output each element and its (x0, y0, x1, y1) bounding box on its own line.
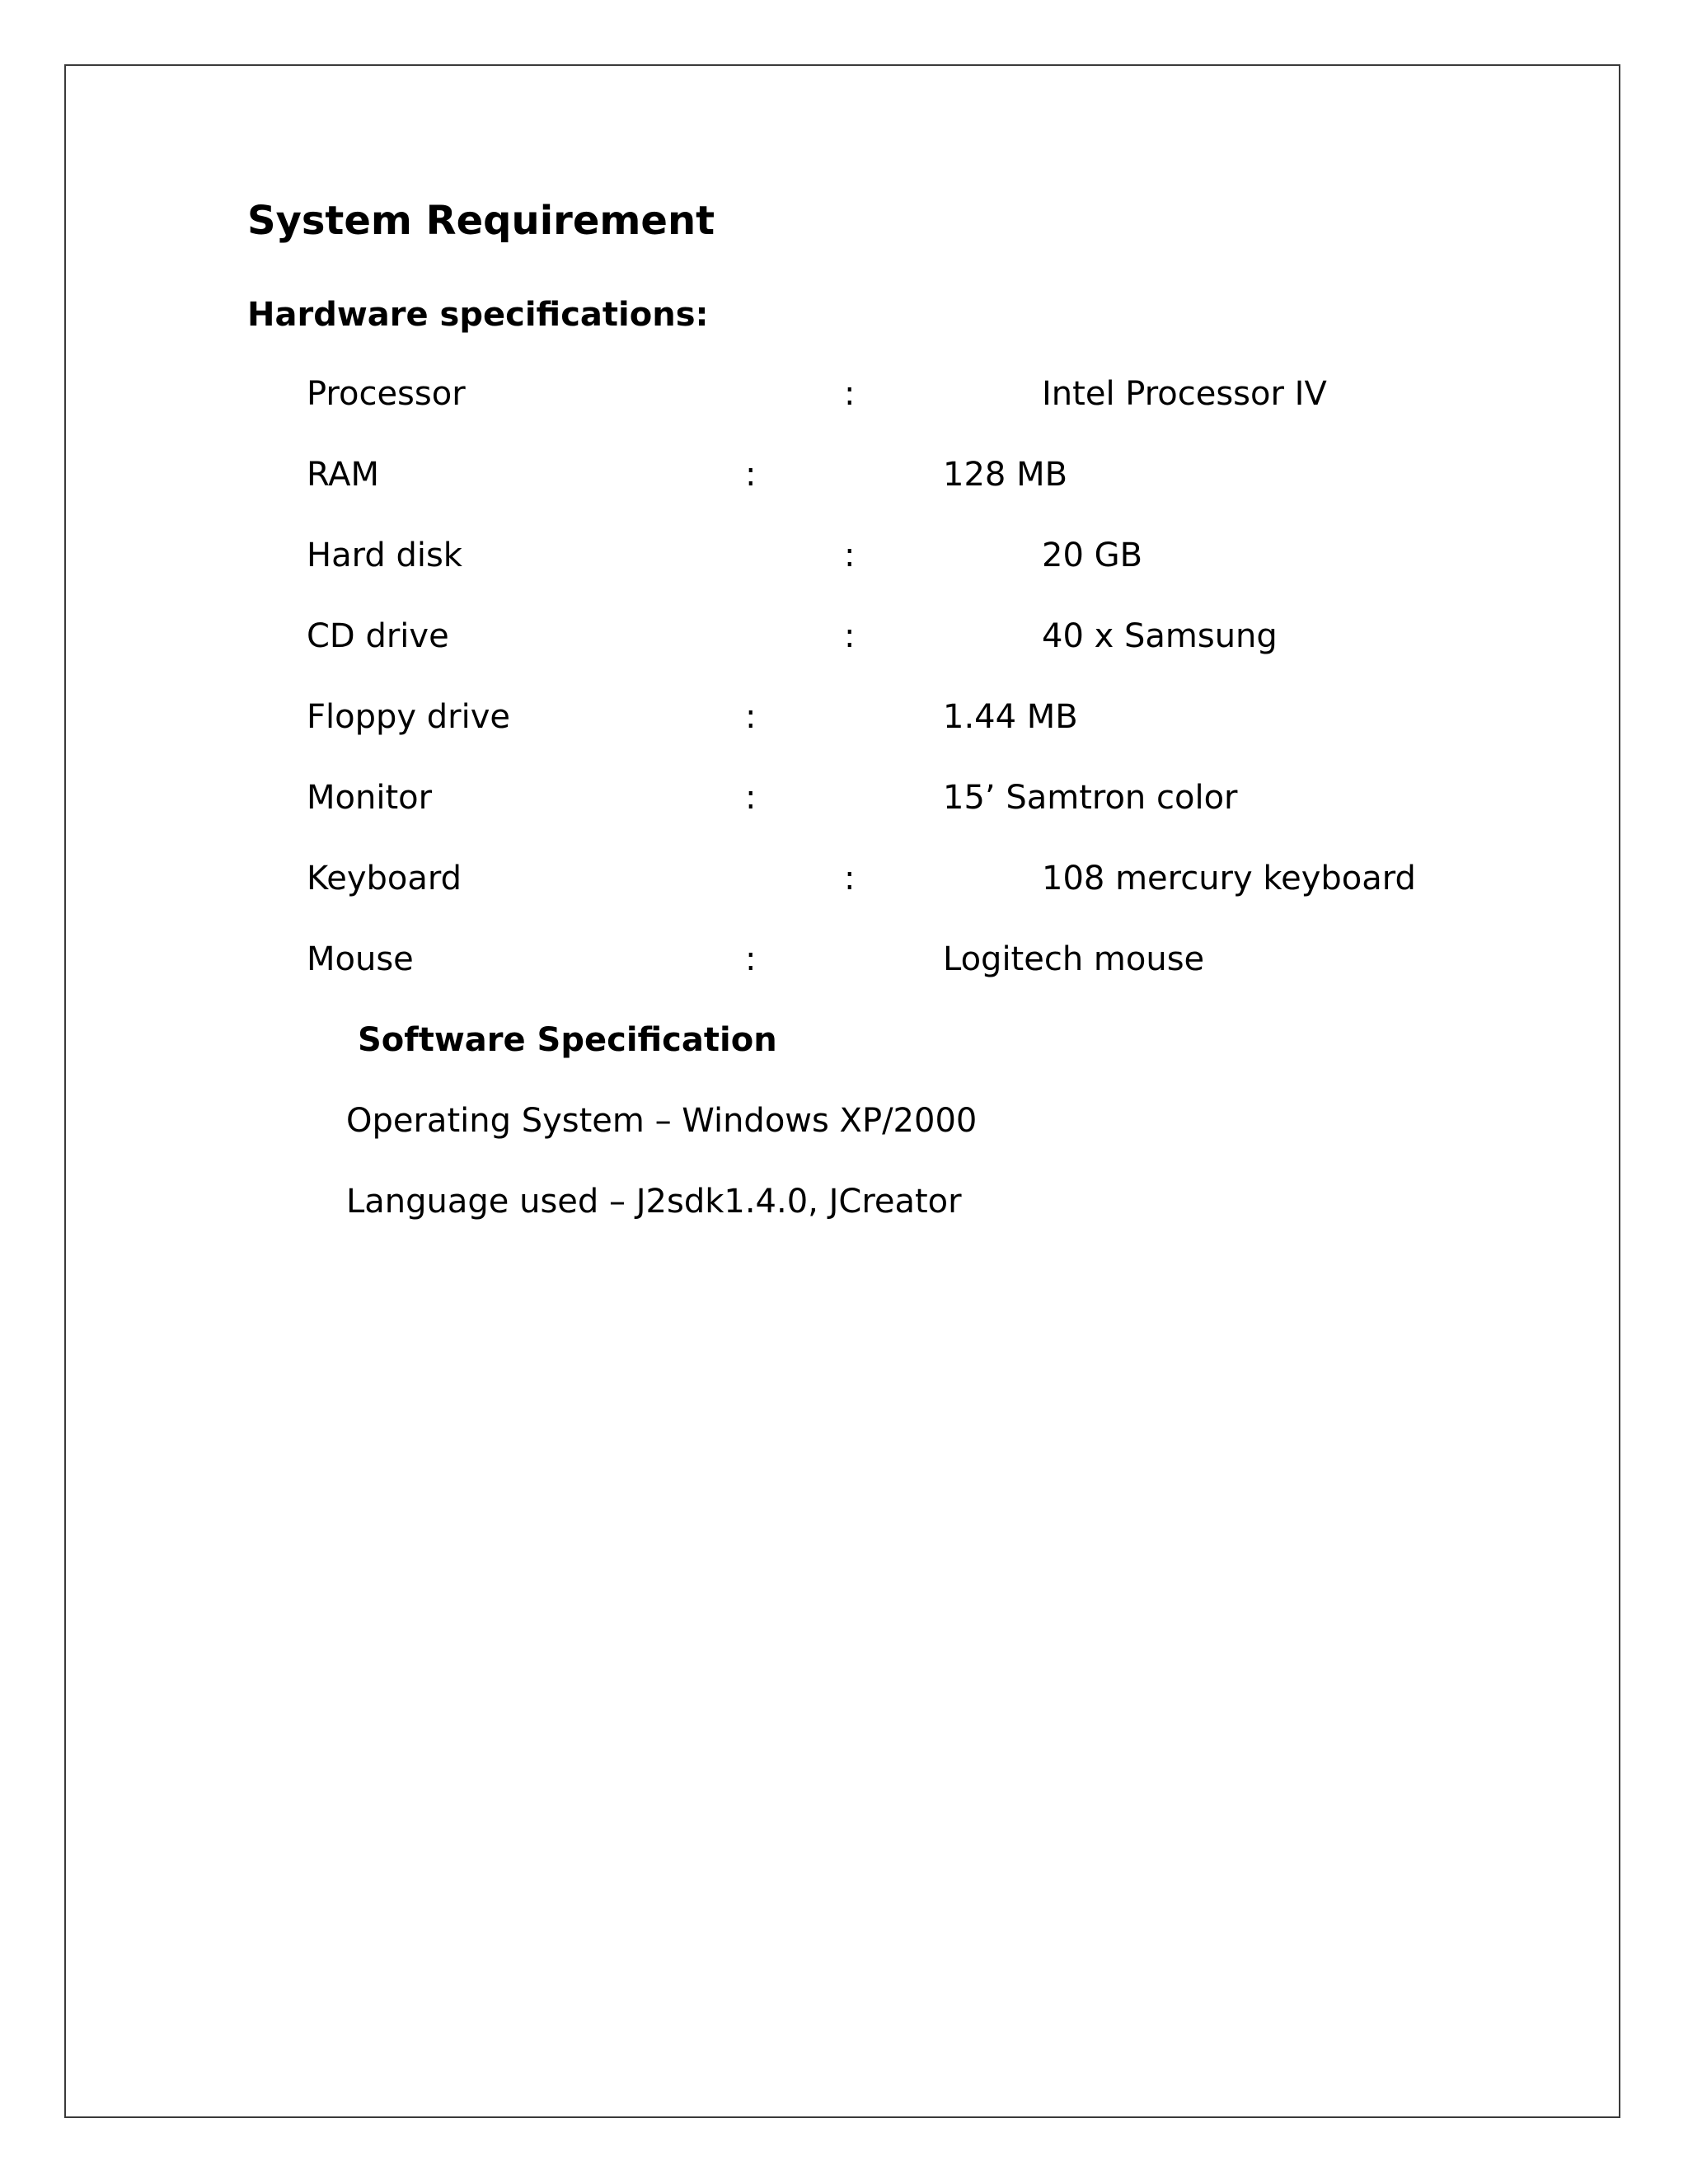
cd-drive-value: 40 x Samsung (1042, 617, 1278, 655)
hard-disk-separator: : (844, 537, 856, 574)
ram-label: RAM (307, 456, 380, 494)
keyboard-label: Keyboard (307, 860, 462, 898)
monitor-value: 15’ Samtron color (943, 779, 1238, 817)
ram-value: 128 MB (943, 456, 1068, 494)
processor-label: Processor (307, 375, 466, 413)
page-border (64, 64, 1620, 2118)
keyboard-value: 108 mercury keyboard (1042, 860, 1416, 898)
floppy-drive-value: 1.44 MB (943, 698, 1078, 736)
ram-separator: : (745, 456, 757, 494)
operating-system-line: Operating System – Windows XP/2000 (346, 1102, 978, 1140)
hard-disk-value: 20 GB (1042, 537, 1143, 574)
software-heading: Software Specification (358, 1021, 777, 1059)
processor-separator: : (844, 375, 856, 413)
mouse-separator: : (745, 940, 757, 978)
mouse-label: Mouse (307, 940, 414, 978)
hardware-heading: Hardware specifications: (247, 296, 709, 334)
monitor-label: Monitor (307, 779, 433, 817)
page-title: System Requirement (247, 198, 715, 244)
floppy-drive-label: Floppy drive (307, 698, 510, 736)
floppy-drive-separator: : (745, 698, 757, 736)
processor-value: Intel Processor IV (1042, 375, 1327, 413)
hard-disk-label: Hard disk (307, 537, 462, 574)
cd-drive-separator: : (844, 617, 856, 655)
monitor-separator: : (745, 779, 757, 817)
cd-drive-label: CD drive (307, 617, 449, 655)
mouse-value: Logitech mouse (943, 940, 1205, 978)
keyboard-separator: : (844, 860, 856, 898)
language-used-line: Language used – J2sdk1.4.0, JCreator (346, 1183, 962, 1221)
